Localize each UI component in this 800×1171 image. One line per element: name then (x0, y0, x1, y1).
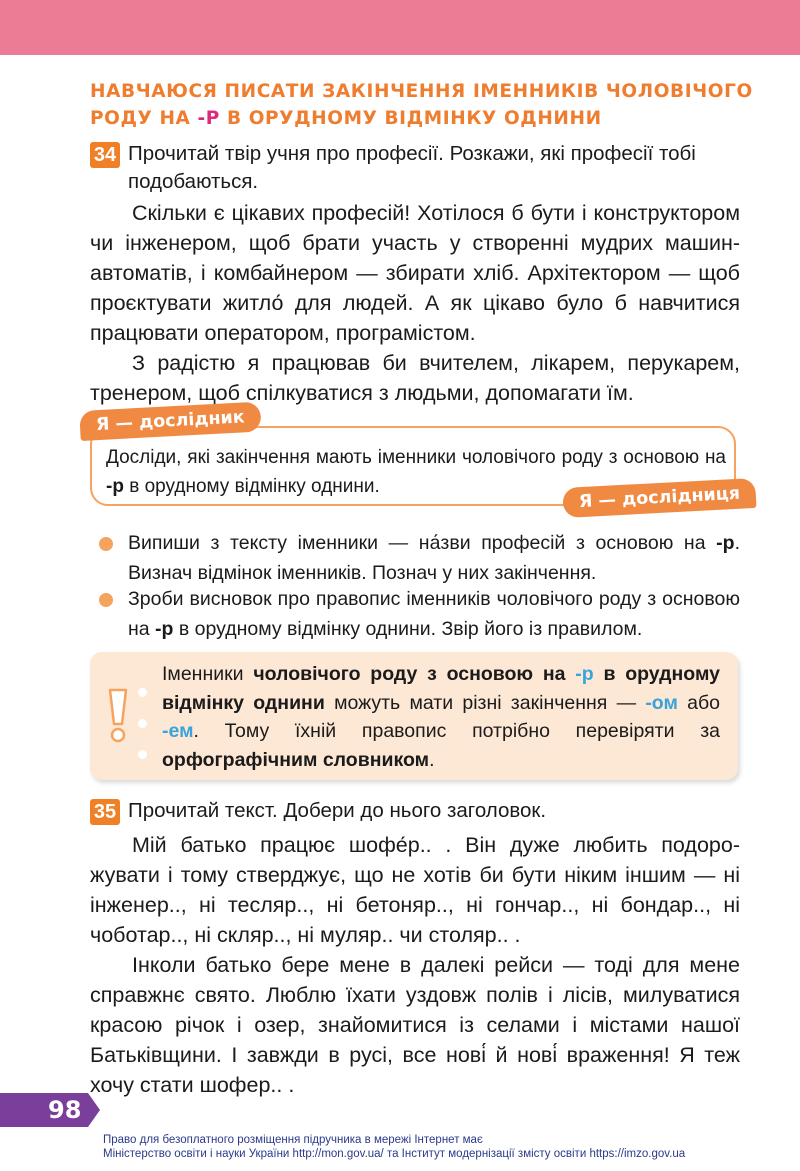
task-35-paragraph-2: Інколи батько бере мене в далекі рейси — тоді для мене справжнє свято. Люблю їхати уздовж полів і лісів, милуватися красою річок і озер, знайомитися із селами і містами нашої Батьківщини. І завжди в русі, все нові́ й нові́ враження! Я теж хочу стати шофер.. . (90, 953, 740, 1097)
rule-part: або (677, 691, 720, 714)
rule-part: . Тому їхній правопис потрібно перевіряти за (193, 720, 720, 742)
heading-suffix: -Р (197, 108, 220, 129)
research-text-part: Досліди, які закінчення мають іменники чоловічого роду з основою на (106, 447, 726, 468)
task-34-text (90, 198, 740, 408)
research-text-ending: -р (106, 476, 124, 497)
bullet-2 (128, 584, 740, 644)
task-35-text (90, 830, 740, 1100)
rule-bold: орфографічним словником (162, 748, 430, 771)
tag-researcher-female: Я — дослідниця (562, 478, 757, 518)
bullet-dot (99, 593, 113, 607)
bullet-1-bold: -р (716, 532, 735, 554)
task-34-instruction-line-1: Прочитай твір учня про професії. Розкажи, які професії тобі (128, 142, 696, 165)
heading-rest: В ОРУДНОМУ ВІДМІНКУ ОДНИНИ (219, 108, 602, 129)
task-34-paragraph-1: Скільки є цікавих професій! Хотілося б бути і конструктором чи інженером, щоб брати участь у створенні мудрих машин-автоматів, і комбайнером — збирати хліб. Архітектором — щоб проєктувати житло́ для людей. А як цікаво було б навчитися працювати оператором, програмістом. (90, 201, 740, 345)
rule-ending: -р (575, 663, 594, 685)
footer-line-2: Міністерство освіти і науки України http://mon.gov.ua/ та Інститут модернізації змісту освіти https://imzo.gov.ua (103, 1148, 686, 1160)
footer (103, 1133, 743, 1161)
rule-bold: чоловічого роду з основою на (253, 663, 576, 685)
page-number: 98 (48, 1096, 82, 1124)
task-34-badge: 34 (90, 142, 120, 168)
rule-part: . (429, 748, 435, 771)
rule-part: Іменники (162, 663, 254, 685)
top-band (0, 0, 800, 55)
bullet-2-bold: -р (155, 618, 174, 640)
bullet-dot (99, 537, 113, 551)
bullet-2-text-end: в орудному відмінку однини. Звір його із правилом. (173, 618, 643, 640)
task-35-paragraph-1: Мій батько працює шофе́р.. . Він дуже любить подорожувати і тому стверджує, що не хотів би бути ніким іншим — ні інженер.., ні тесляр.., ні бетоняр.., ні гончар.., ні бондар.., ні чоботар.., ні скляр.., ні муляр.. чи столяр.. . (90, 833, 740, 947)
rule-text (162, 660, 720, 774)
exclamation-icon (104, 688, 132, 744)
task-34-paragraph-2: З радістю я працював би вчителем, лікарем, перукарем, тренером, щоб спілкуватися з людьми, допомагати їм. (90, 351, 740, 405)
rule-bold: в орудному відмінку однини (162, 663, 720, 714)
tag-researcher-male: Я — дослідник (79, 402, 261, 441)
rule-part: можуть мати різні закінчення — (324, 691, 646, 714)
bullet-1-text: Випиши з тексту іменники — на́зви професій з основою на (128, 532, 717, 554)
task-35-badge: 35 (90, 799, 120, 825)
rule-dots (138, 688, 147, 781)
footer-line-1: Право для безоплатного розміщення підручника в мережі Інтернет має (103, 1134, 483, 1146)
rule-ending-om: -ом (645, 691, 678, 714)
bullet-1-text-end: . Визнач відмінок іменників. Познач у них закінчення. (128, 532, 740, 584)
bullet-2-text: Зроби висновок про правопис іменників чоловічого роду з основою на (128, 588, 740, 640)
bullet-1 (128, 528, 740, 588)
heading-prefix: РОДУ НА (90, 108, 198, 129)
task-35-instruction: Прочитай текст. Добери до нього заголовок. (128, 799, 547, 822)
heading-line-1: НАВЧАЮСЯ ПИСАТИ ЗАКІНЧЕННЯ ІМЕННИКІВ ЧОЛОВІЧОГО (90, 81, 753, 102)
task-34-instruction-line-2: подобаються. (128, 170, 259, 193)
heading-line-2 (90, 105, 770, 132)
rule-ending-em: -ем (162, 720, 194, 742)
research-text-part: в орудному відмінку однини. (123, 476, 380, 497)
section-heading (90, 78, 770, 132)
